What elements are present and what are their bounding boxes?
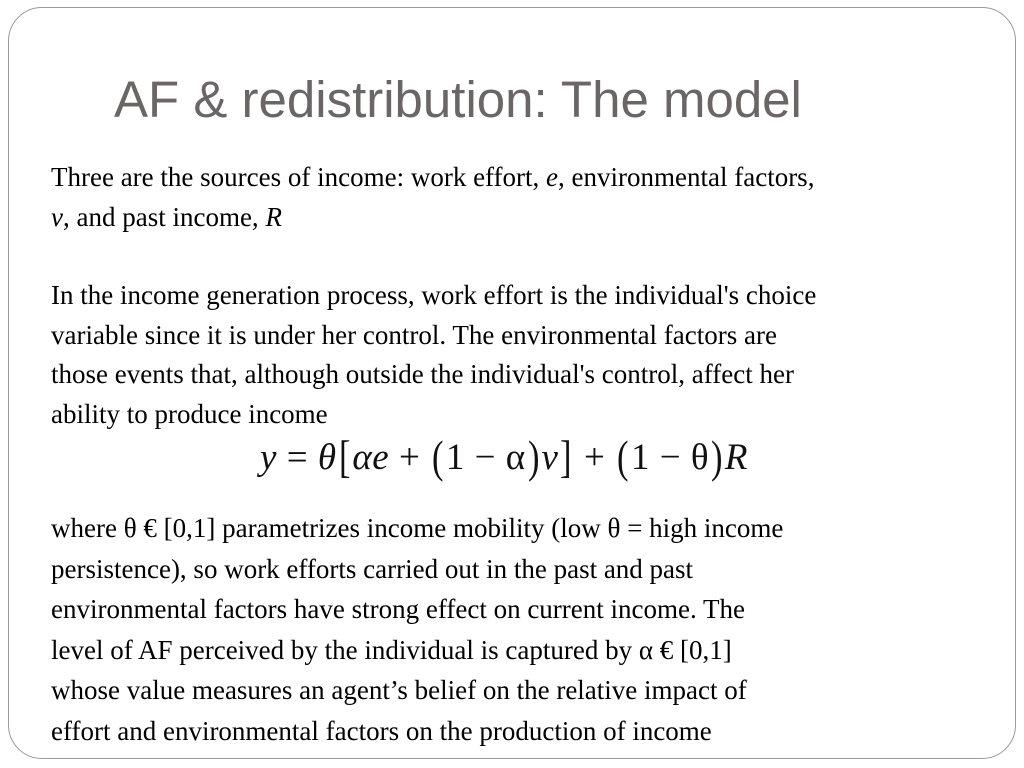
- eq-alpha-e: αe: [352, 436, 390, 478]
- p2-line: variable since it is under her control. The environmental factors are: [51, 319, 777, 350]
- eq-right-paren: ): [711, 431, 723, 482]
- p3-line: environmental factors have strong effect on current income. The: [51, 594, 745, 625]
- eq-left-bracket: [: [338, 431, 351, 482]
- income-generation-paragraph: [51, 276, 816, 434]
- p2-line: ability to produce income: [51, 398, 328, 429]
- p3-line: effort and environmental factors on the production of income: [51, 715, 712, 746]
- slide-title: AF & redistribution: The model: [114, 71, 802, 128]
- p1-text-2: , environmental factors,: [558, 162, 815, 192]
- variable-r: R: [265, 201, 282, 232]
- p3-line: where θ € [0,1] parametrizes income mobility (low θ = high income: [51, 513, 784, 543]
- variable-v: v: [51, 201, 63, 232]
- eq-left-paren: (: [432, 431, 444, 482]
- parameters-paragraph: [51, 508, 783, 752]
- eq-one-minus-theta: 1 − θ: [630, 436, 710, 478]
- eq-plus: +: [574, 436, 616, 478]
- eq-one-minus-alpha: 1 − α: [445, 436, 526, 478]
- eq-v: v: [541, 436, 559, 478]
- eq-left-paren: (: [617, 431, 629, 482]
- eq-plus: +: [389, 436, 431, 478]
- eq-y: y: [260, 436, 277, 478]
- p3-line: level of AF perceived by the individual is captured by α € [0,1]: [51, 634, 732, 665]
- p1-text-3: , and past income,: [62, 201, 266, 232]
- variable-e: e: [546, 162, 559, 192]
- eq-r: R: [724, 436, 748, 478]
- p2-line: In the income generation process, work effort is the individual's choice: [51, 280, 817, 310]
- p3-line: whose value measures an agent’s belief on the relative impact of: [51, 675, 747, 706]
- eq-equals: =: [276, 436, 318, 478]
- p3-line: persistence), so work efforts carried out in the past and past: [51, 553, 694, 584]
- income-sources-paragraph: [51, 158, 814, 237]
- eq-right-paren: ): [527, 431, 540, 482]
- p2-line: those events that, although outside the individual's control, affect her: [51, 359, 794, 389]
- income-equation: [260, 428, 748, 486]
- p1-text-1: Three are the sources of income: work effort,: [51, 162, 547, 192]
- eq-right-bracket: ]: [560, 431, 573, 482]
- eq-theta: θ: [317, 436, 337, 478]
